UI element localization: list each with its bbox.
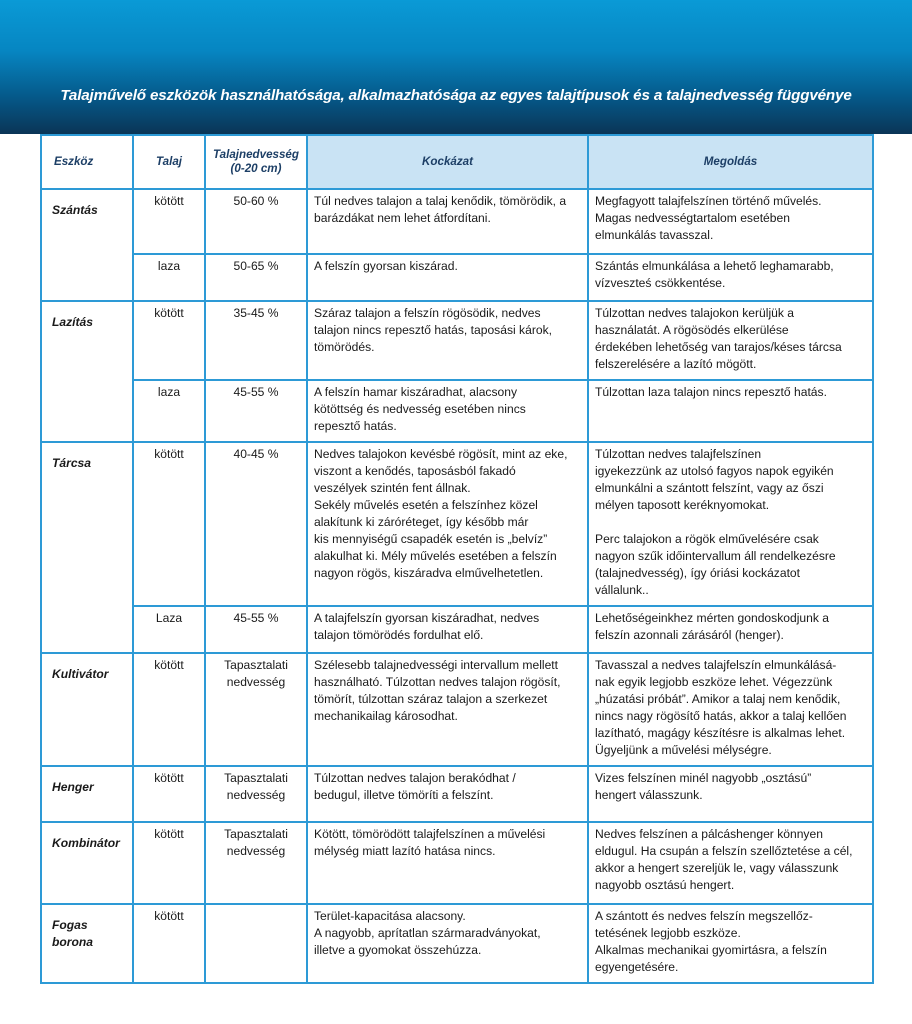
moisture-cell: 50-60 % (205, 189, 307, 254)
tool-name: Szántás (41, 189, 133, 301)
soil-cell: kötött (133, 301, 205, 380)
risk-cell: Száraz talajon a felszín rögösödik, nedves talajon nincs repesztő hatás, taposási károk, tömörödés. (307, 301, 588, 380)
soil-cell: kötött (133, 904, 205, 983)
tool-name: Fogas borona (41, 904, 133, 983)
soil-cell: kötött (133, 822, 205, 904)
solution-cell: Tavasszal a nedves talajfelszín elmunkálásá- nak egyik legjobb eszköze lehet. Végezzünk „húzatási próbát”. Amikor a talaj nem kenődik, nincs nagy rögösítő hatás, akkor a talaj kellően lazítható, magágy készítésre is alkalmas lehet. Ügyeljünk a művelési mélységre. (588, 653, 873, 766)
soil-cell: kötött (133, 653, 205, 766)
moisture-cell: 45-55 % (205, 380, 307, 442)
table-row (41, 904, 873, 983)
tool-name: Kultivátor (41, 653, 133, 766)
risk-cell: Túl nedves talajon a talaj kenődik, tömörödik, a barázdákat nem lehet átfordítani. (307, 189, 588, 254)
moisture-cell: Tapasztalati nedvesség (205, 766, 307, 822)
risk-cell: A felszín gyorsan kiszárad. (307, 254, 588, 301)
soil-cell: kötött (133, 189, 205, 254)
table-row (41, 301, 873, 380)
risk-cell: Terület-kapacitása alacsony. A nagyobb, aprítatlan szármaradványokat, illetve a gyomokat összehúzza. (307, 904, 588, 983)
solution-cell: Túlzottan nedves talajokon kerüljük a használatát. A rögösödés elkerülése érdekében lehetőség van tarajos/késes tárcsa felszerelésére a lazító mögött. (588, 301, 873, 380)
tool-name: Tárcsa (41, 442, 133, 653)
risk-cell: Kötött, tömörödött talajfelszínen a művelési mélység miatt lazító hatása nincs. (307, 822, 588, 904)
header-risk: Kockázat (307, 135, 588, 189)
solution-cell: Nedves felszínen a pálcáshenger könnyen eldugul. Ha csupán a felszín szellőztetése a cél, akkor a hengert szereljük le, vagy válasszunk nagyobb osztású hengert. (588, 822, 873, 904)
tool-name: Henger (41, 766, 133, 822)
table-row (41, 254, 873, 301)
table-row (41, 822, 873, 904)
soil-cell: laza (133, 254, 205, 301)
moisture-cell: 50-65 % (205, 254, 307, 301)
header-moisture: Talajnedvesség (0-20 cm) (205, 135, 307, 189)
moisture-cell: Tapasztalati nedvesség (205, 653, 307, 766)
table-header-row (41, 135, 873, 189)
risk-cell: A felszín hamar kiszáradhat, alacsony kötöttség és nedvesség esetében nincs repesztő hatás. (307, 380, 588, 442)
table-row (41, 380, 873, 442)
solution-cell: Túlzottan nedves talajfelszínen igyekezzünk az utolsó fagyos napok egyikén elmunkálni a szántott felszínt, vagy az őszi mélyen taposott keréknyomokat. Perc talajokon a rögök elművelésére csak nagyon szűk időintervallum áll rendelkezésre (talajnedvesség), így óriási kockázatot vállalunk.. (588, 442, 873, 606)
moisture-cell: 45-55 % (205, 606, 307, 653)
table-row (41, 606, 873, 653)
solution-cell: A szántott és nedves felszín megszellőz- tetésének legjobb eszköze. Alkalmas mechanikai gyomirtásra, a felszín egyengetésére. (588, 904, 873, 983)
table-row (41, 189, 873, 254)
solution-cell: Lehetőségeinkhez mérten gondoskodjunk a felszín azonnali zárásáról (henger). (588, 606, 873, 653)
moisture-cell: 40-45 % (205, 442, 307, 606)
tool-name: Lazítás (41, 301, 133, 442)
table-row (41, 766, 873, 822)
solution-cell: Megfagyott talajfelszínen történő művelés. Magas nedvességtartalom esetében elmunkálás tavasszal. (588, 189, 873, 254)
page-title: Talajművelő eszközök használhatósága, alkalmazhatósága az egyes talajtípusok és a talajnedvesség függvénye (60, 87, 852, 104)
risk-cell: A talajfelszín gyorsan kiszáradhat, nedves talajon tömörödés fordulhat elő. (307, 606, 588, 653)
header-banner (0, 0, 912, 134)
solution-cell: Szántás elmunkálása a lehető leghamarabb, vízveszteś csökkentése. (588, 254, 873, 301)
moisture-cell (205, 904, 307, 983)
tillage-table (40, 134, 874, 984)
soil-cell: Laza (133, 606, 205, 653)
table-row (41, 653, 873, 766)
table-row (41, 442, 873, 606)
moisture-cell: 35-45 % (205, 301, 307, 380)
header-solution: Megoldás (588, 135, 873, 189)
solution-cell: Vizes felszínen minél nagyobb „osztású” hengert válasszunk. (588, 766, 873, 822)
solution-cell: Túlzottan laza talajon nincs repesztő hatás. (588, 380, 873, 442)
header-soil: Talaj (133, 135, 205, 189)
moisture-cell: Tapasztalati nedvesség (205, 822, 307, 904)
risk-cell: Szélesebb talajnedvességi intervallum mellett használható. Túlzottan nedves talajon rögösít, tömörít, túlzottan száraz talajon a szerkezet mechanikailag károsodhat. (307, 653, 588, 766)
risk-cell: Túlzottan nedves talajon berakódhat / bedugul, illetve tömöríti a felszínt. (307, 766, 588, 822)
header-tool: Eszköz (41, 135, 133, 189)
risk-cell: Nedves talajokon kevésbé rögösít, mint az eke, viszont a kenődés, taposásból fakadó veszélyek szintén fent állnak. Sekély művelés esetén a felszínhez közel alakítunk ki záróréteget, így később már kis mennyiségű csapadék esetén is „belvíz” alakulhat ki. Mély művelés esetében a felszín nagyon rögös, kiszáradva elművelhetetlen. (307, 442, 588, 606)
soil-cell: laza (133, 380, 205, 442)
tool-name: Kombinátor (41, 822, 133, 904)
soil-cell: kötött (133, 442, 205, 606)
soil-cell: kötött (133, 766, 205, 822)
